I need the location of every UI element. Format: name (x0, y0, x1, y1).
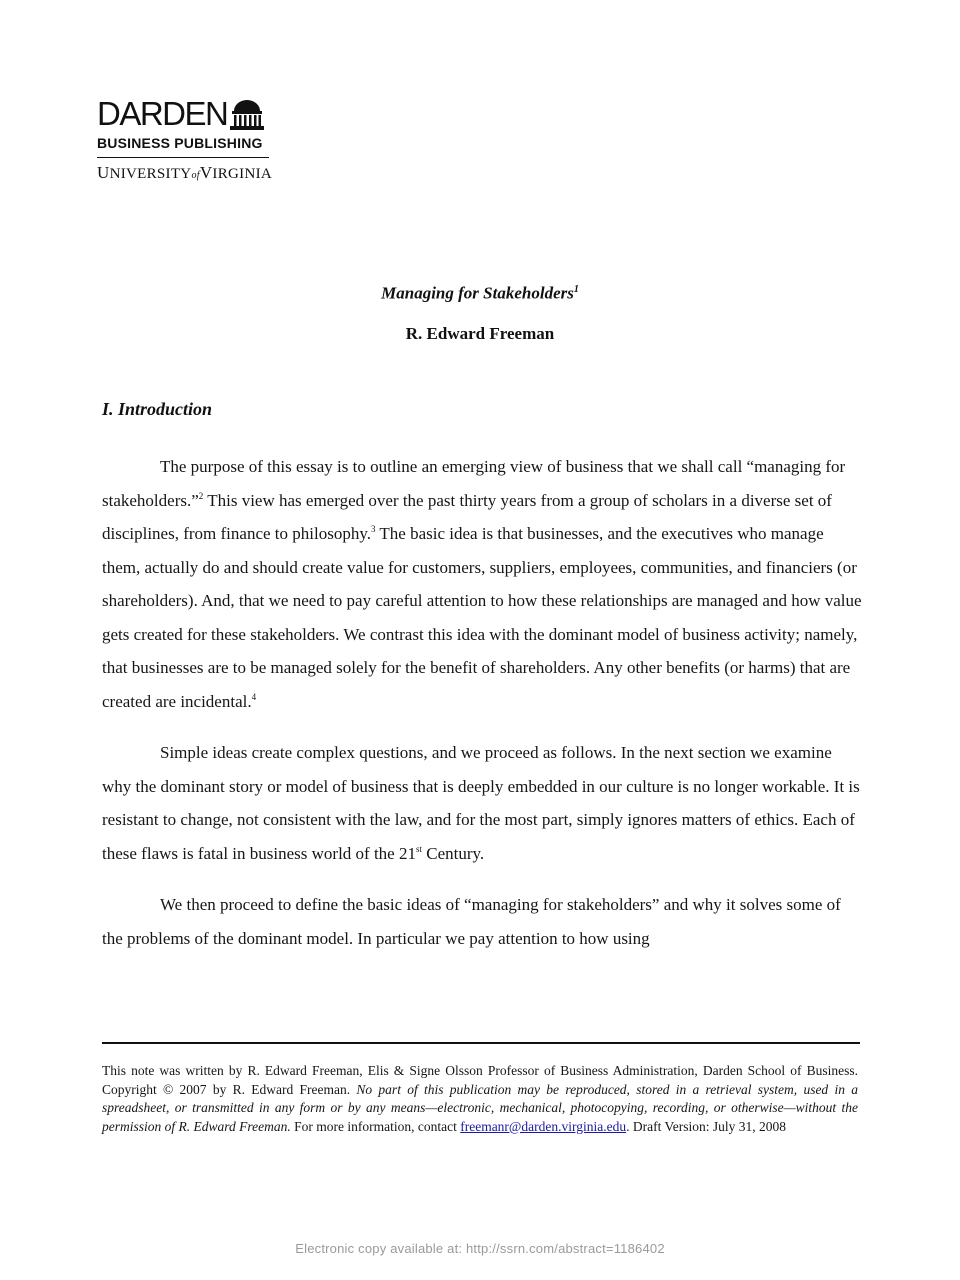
logo-uva-v: V (199, 163, 213, 182)
author-name: R. Edward Freeman (405, 324, 555, 343)
p2-text-b: Century. (421, 843, 485, 863)
electronic-copy-notice: Electronic copy available at: http://ssrn.com/abstract=1186402 (295, 1241, 665, 1256)
p1-text-b: This view has emerged over the past thirty years from a group of scholars in a diverse set of disciplines, from finance to philosophy. (102, 490, 832, 543)
rotunda-icon (230, 98, 264, 130)
footnote (102, 1062, 858, 1136)
paragraph-2 (102, 736, 862, 870)
footnote-divider (102, 1042, 860, 1044)
logo-wordmark-row (97, 96, 277, 132)
body-text (102, 450, 862, 973)
footnote-marker-3: 3 (370, 524, 376, 534)
p1-text-c: The basic idea is that businesses, and the executives who manage them, actually do and should create value for customers, suppliers, employees, communities, and financiers (or shareholders). And, that we need to pay careful attention to how these relationships are managed and how value gets created for these stakeholders. We contrast this idea with the dominant model of business activity; namely, that businesses are to be managed solely for the benefit of shareholders. Any other benefits (or harms) that are created are incidental. (102, 524, 862, 711)
footnote-marker-4: 4 (251, 691, 257, 702)
logo-business-publishing: BUSINESS PUBLISHING (97, 135, 263, 151)
logo-uva-niversity: NIVERSITY (109, 166, 192, 182)
logo-uva-irginia: IRGINIA (212, 166, 273, 182)
logo-divider (97, 157, 269, 158)
footnote-draft-version: . Draft Version: July 31, 2008 (626, 1118, 786, 1134)
darden-logo (97, 96, 277, 183)
p2-text-a: Simple ideas create complex questions, and we proceed as follows. In the next section we examine why the dominant story or model of business that is deeply embedded in our culture is no longer workable. It is resistant to change, not consistent with the law, and for the most part, simply ignores matters of ethics. Each of these flaws is fatal in business world of the 21 (102, 743, 860, 863)
logo-uva-of: of (191, 170, 200, 181)
footnote-text-1: This note was written by R. Edward Freeman, Elis & Signe Olsson Professor of Business Administration, Darden School of Business. Copyright © 2007 by R. Edward Freeman. (102, 1063, 858, 1097)
title-text: Managing for Stakeholders (381, 283, 574, 303)
logo-darden-text: DARDEN (97, 95, 228, 132)
logo-university-of-virginia (97, 163, 277, 183)
paragraph-3 (102, 888, 862, 955)
document-title (0, 278, 960, 306)
p3-text: We then proceed to define the basic ideas of “managing for stakeholders” and why it solves some of the problems of the dominant model. In particular we pay attention to how using (102, 895, 841, 948)
footnote-text-2: For more information, contact (290, 1118, 461, 1134)
footnote-marker-2: 2 (198, 490, 204, 501)
p1-text-a: The purpose of this essay is to outline an emerging view of business that we shall call “managing for stakeholders.” (102, 457, 846, 510)
title-footnote-marker: 1 (573, 284, 579, 295)
contact-email-link[interactable]: freemanr@darden.virginia.edu (460, 1118, 627, 1134)
paragraph-1 (102, 450, 862, 718)
section-heading: I. Introduction (102, 399, 213, 419)
logo-uva-u: U (97, 163, 110, 182)
p2-superscript-st: st (415, 843, 422, 854)
footnote-copyright-notice: No part of this publication may be reproduced, stored in a retrieval system, used in a spreadsheet, or transmitted in any form or by any means—electronic, mechanical, photocopying, recording, or otherwise—without the permission of R. Edward Freeman. (102, 1081, 858, 1134)
